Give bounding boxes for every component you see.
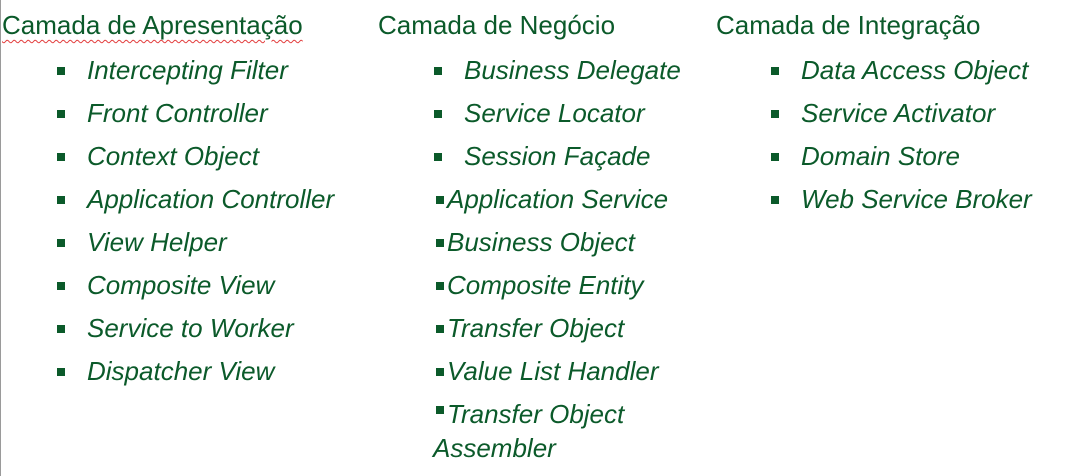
list-item <box>433 178 697 221</box>
list-item <box>57 350 334 393</box>
pattern-name: Context Object <box>87 141 259 171</box>
pattern-name: Session Façade <box>464 141 651 171</box>
list-item <box>771 92 1032 135</box>
square-bullet-icon <box>436 239 444 247</box>
heading-business-layer: Camada de Negócio <box>378 10 616 40</box>
heading-integration-layer: Camada de Integração <box>716 10 981 40</box>
list-item <box>433 393 697 465</box>
square-bullet-icon <box>57 153 65 161</box>
list-item <box>771 178 1032 221</box>
list-item <box>433 264 697 307</box>
heading-presentation-layer: Camada de Apresentação <box>2 10 303 40</box>
pattern-name: Service Locator <box>464 98 645 128</box>
square-bullet-icon <box>57 368 65 376</box>
list-item <box>57 307 334 350</box>
pattern-name: Dispatcher View <box>87 356 275 386</box>
square-bullet-icon <box>57 325 65 333</box>
square-bullet-icon <box>434 110 442 118</box>
pattern-name: Composite Entity <box>447 270 644 300</box>
pattern-name: Service to Worker <box>87 313 294 343</box>
business-pattern-list <box>434 49 697 465</box>
list-item <box>434 135 697 178</box>
pattern-name: Domain Store <box>801 141 960 171</box>
list-item <box>433 307 697 350</box>
list-item <box>57 221 334 264</box>
list-item <box>57 178 334 221</box>
pattern-name: Transfer Object Assembler <box>433 399 625 463</box>
pattern-name: Service Activator <box>801 98 996 128</box>
pattern-name: Web Service Broker <box>801 184 1032 214</box>
square-bullet-icon <box>436 325 444 333</box>
pattern-name: View Helper <box>87 227 227 257</box>
square-bullet-icon <box>771 110 779 118</box>
square-bullet-icon <box>57 239 65 247</box>
pattern-name: Intercepting Filter <box>87 55 288 85</box>
list-item <box>433 221 697 264</box>
list-item <box>771 135 1032 178</box>
square-bullet-icon <box>771 196 779 204</box>
square-bullet-icon <box>57 110 65 118</box>
pattern-name: Value List Handler <box>447 356 659 386</box>
square-bullet-icon <box>434 67 442 75</box>
pattern-name: Data Access Object <box>801 55 1029 85</box>
pattern-name: Business Object <box>447 227 635 257</box>
list-item <box>57 49 334 92</box>
square-bullet-icon <box>57 67 65 75</box>
presentation-pattern-list <box>57 49 334 393</box>
square-bullet-icon <box>771 67 779 75</box>
square-bullet-icon <box>57 196 65 204</box>
pattern-name: Transfer Object <box>447 313 625 343</box>
square-bullet-icon <box>57 282 65 290</box>
pattern-name: Application Service <box>447 184 669 214</box>
list-item <box>434 92 697 135</box>
left-edge-rule <box>0 0 1 476</box>
list-item <box>57 135 334 178</box>
pattern-name: Application Controller <box>87 184 335 214</box>
square-bullet-icon <box>434 153 442 161</box>
square-bullet-icon <box>436 282 444 290</box>
list-item <box>433 350 697 393</box>
pattern-name: Front Controller <box>87 98 268 128</box>
list-item <box>57 264 334 307</box>
list-item <box>434 49 697 92</box>
square-bullet-icon <box>436 196 444 204</box>
pattern-name: Composite View <box>87 270 275 300</box>
integration-pattern-list <box>771 49 1032 221</box>
list-item <box>57 92 334 135</box>
pattern-name: Business Delegate <box>464 55 681 85</box>
square-bullet-icon <box>436 368 444 376</box>
square-bullet-icon <box>436 406 444 414</box>
square-bullet-icon <box>771 153 779 161</box>
list-item <box>771 49 1032 92</box>
